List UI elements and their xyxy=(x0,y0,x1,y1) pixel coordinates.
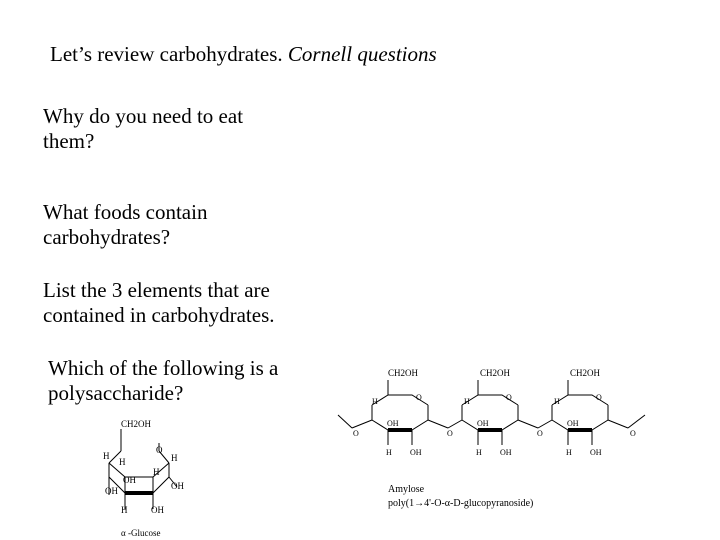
amylose-oh-a3: OH xyxy=(567,419,579,428)
glucose-oh-1: OH xyxy=(123,475,136,485)
glucose-oh-3: OH xyxy=(171,481,184,491)
question-2 xyxy=(43,200,303,250)
glucose-oh-4: OH xyxy=(151,505,164,515)
question-3-line-2: contained in carbohydrates. xyxy=(43,303,275,327)
amylose-h-a2: H xyxy=(464,397,470,406)
amylose-link-o-2: O xyxy=(447,429,453,438)
title-italic: Cornell questions xyxy=(287,42,437,66)
question-2-line-2: carbohydrates? xyxy=(43,225,171,249)
amylose-formula: poly(1→4'-O-α-D-glucopyranoside) xyxy=(388,498,534,509)
amylose-oh-b2: OH xyxy=(500,448,512,457)
question-2-line-1: What foods contain xyxy=(43,200,208,224)
amylose-h-b2: H xyxy=(476,448,482,457)
amylose-h-a1: H xyxy=(372,397,378,406)
amylose-ch2oh-1: CH2OH xyxy=(388,368,419,378)
amylose-oh-b1: OH xyxy=(410,448,422,457)
question-3 xyxy=(43,278,343,328)
glucose-structure xyxy=(95,415,205,540)
glucose-ring-o: O xyxy=(156,445,163,455)
amylose-oh-a2: OH xyxy=(477,419,489,428)
amylose-h-b1: H xyxy=(386,448,392,457)
slide-title xyxy=(50,42,437,67)
amylose-oh-b3: OH xyxy=(590,448,602,457)
amylose-oh-a1: OH xyxy=(387,419,399,428)
glucose-h-5: H xyxy=(121,505,128,515)
amylose-h-b3: H xyxy=(566,448,572,457)
amylose-link-o-1: O xyxy=(353,429,359,438)
amylose-h-a3: H xyxy=(554,397,560,406)
title-text: Let’s review carbohydrates. xyxy=(50,42,283,66)
question-1-line-1: Why do you need to eat xyxy=(43,104,244,128)
amylose-o-1: O xyxy=(416,393,422,402)
amylose-ch2oh-3: CH2OH xyxy=(570,368,601,378)
question-4-line-2: polysaccharide? xyxy=(48,381,184,405)
glucose-h-1: H xyxy=(103,451,110,461)
amylose-o-3: O xyxy=(596,393,602,402)
amylose-ch2oh-2: CH2OH xyxy=(480,368,511,378)
question-3-line-1: List the 3 elements that are xyxy=(43,278,270,302)
glucose-h-2: H xyxy=(119,457,126,467)
amylose-link-o-4: O xyxy=(630,429,636,438)
amylose-name: Amylose xyxy=(388,484,425,495)
question-1-line-2: them? xyxy=(43,129,95,153)
glucose-h-4: H xyxy=(153,467,160,477)
glucose-h-3: H xyxy=(171,453,178,463)
amylose-structure xyxy=(330,360,675,520)
amylose-link-o-3: O xyxy=(537,429,543,438)
glucose-ch2oh: CH2OH xyxy=(121,419,152,429)
question-1 xyxy=(43,104,303,154)
amylose-o-2: O xyxy=(506,393,512,402)
glucose-caption: α -Glucose xyxy=(121,528,161,538)
glucose-oh-2: OH xyxy=(105,486,118,496)
question-4-line-1: Which of the following is a xyxy=(48,356,279,380)
question-4 xyxy=(48,356,348,406)
